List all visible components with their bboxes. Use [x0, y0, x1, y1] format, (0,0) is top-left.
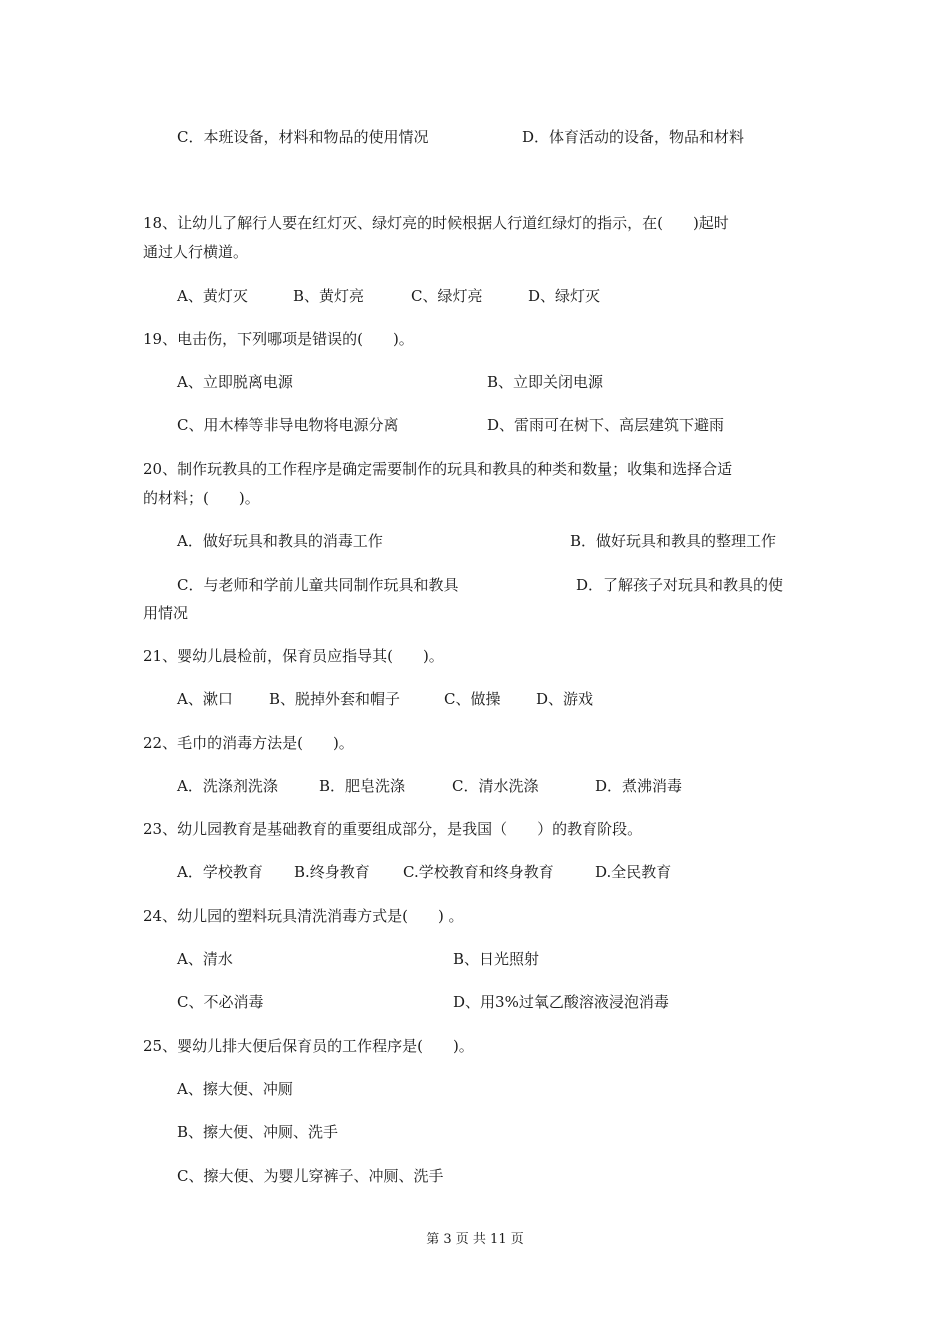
- q23-stem: 23、幼儿园教育是基础教育的重要组成部分，是我国（ ）的教育阶段。: [143, 820, 643, 838]
- q19-option-c: C、用木棒等非导电物将电源分离: [177, 416, 399, 434]
- q20-stem-line1: 20、制作玩教具的工作程序是确定需要制作的玩具和教具的种类和数量；收集和选择合适: [143, 460, 733, 478]
- q23-option-d: D.全民教育: [595, 863, 672, 881]
- q25-option-a: A、擦大便、冲厕: [177, 1080, 293, 1098]
- q20-option-c: C．与老师和学前儿童共同制作玩具和教具: [177, 576, 459, 594]
- q25-stem: 25、婴幼儿排大便后保育员的工作程序是( )。: [143, 1037, 474, 1055]
- q19-option-b: B、立即关闭电源: [487, 373, 604, 391]
- q25-option-c: C、擦大便、为婴儿穿裤子、冲厕、洗手: [177, 1167, 444, 1185]
- q20-option-d-continued: 用情况: [143, 604, 189, 622]
- q24-stem: 24、幼儿园的塑料玩具清洗消毒方式是( ) 。: [143, 907, 464, 925]
- q22-option-c: C．清水洗涤: [452, 777, 539, 795]
- q21-stem: 21、婴幼儿晨检前，保育员应指导其( )。: [143, 647, 444, 665]
- q18-option-a: A、黄灯灭: [177, 287, 248, 305]
- q20-option-a: A．做好玩具和教具的消毒工作: [177, 532, 383, 550]
- q19-stem: 19、电击伤，下列哪项是错误的( )。: [143, 330, 414, 348]
- q20-option-b: B．做好玩具和教具的整理工作: [570, 532, 777, 550]
- q21-option-a: A、漱口: [177, 690, 233, 708]
- q18-stem-line2: 通过人行横道。: [143, 243, 249, 261]
- q20-stem-line2: 的材料；( )。: [143, 489, 260, 507]
- q18-option-b: B、黄灯亮: [293, 287, 365, 305]
- page-number-footer: 第 3 页 共 11 页: [426, 1232, 524, 1247]
- q22-stem: 22、毛巾的消毒方法是( )。: [143, 734, 354, 752]
- q23-option-c: C.学校教育和终身教育: [403, 863, 554, 881]
- q17-option-d: D．体育活动的设备，物品和材料: [522, 128, 745, 146]
- q22-option-a: A．洗涤剂洗涤: [177, 777, 278, 795]
- q19-option-a: A、立即脱离电源: [177, 373, 293, 391]
- q21-option-c: C、做操: [444, 690, 501, 708]
- q24-option-d: D、用3%过氧乙酸溶液浸泡消毒: [453, 993, 669, 1011]
- q21-option-d: D、游戏: [536, 690, 594, 708]
- q22-option-d: D．煮沸消毒: [595, 777, 683, 795]
- q19-option-d: D、雷雨可在树下、高层建筑下避雨: [487, 416, 725, 434]
- q24-option-c: C、不必消毒: [177, 993, 264, 1011]
- q25-option-b: B、擦大便、冲厕、洗手: [177, 1123, 339, 1141]
- q20-option-d: D．了解孩子对玩具和教具的使: [576, 576, 784, 594]
- q18-stem-line1: 18、让幼儿了解行人要在红灯灭、绿灯亮的时候根据人行道红绿灯的指示，在( )起时: [143, 214, 729, 232]
- q22-option-b: B．肥皂洗涤: [319, 777, 406, 795]
- q23-option-b: B.终身教育: [294, 863, 370, 881]
- q18-option-c: C、绿灯亮: [411, 287, 483, 305]
- q17-option-c: C．本班设备，材料和物品的使用情况: [177, 128, 429, 146]
- q24-option-a: A、清水: [177, 950, 233, 968]
- q24-option-b: B、日光照射: [453, 950, 540, 968]
- q21-option-b: B、脱掉外套和帽子: [269, 690, 401, 708]
- q18-option-d: D、绿灯灭: [528, 287, 601, 305]
- q23-option-a: A．学校教育: [177, 863, 263, 881]
